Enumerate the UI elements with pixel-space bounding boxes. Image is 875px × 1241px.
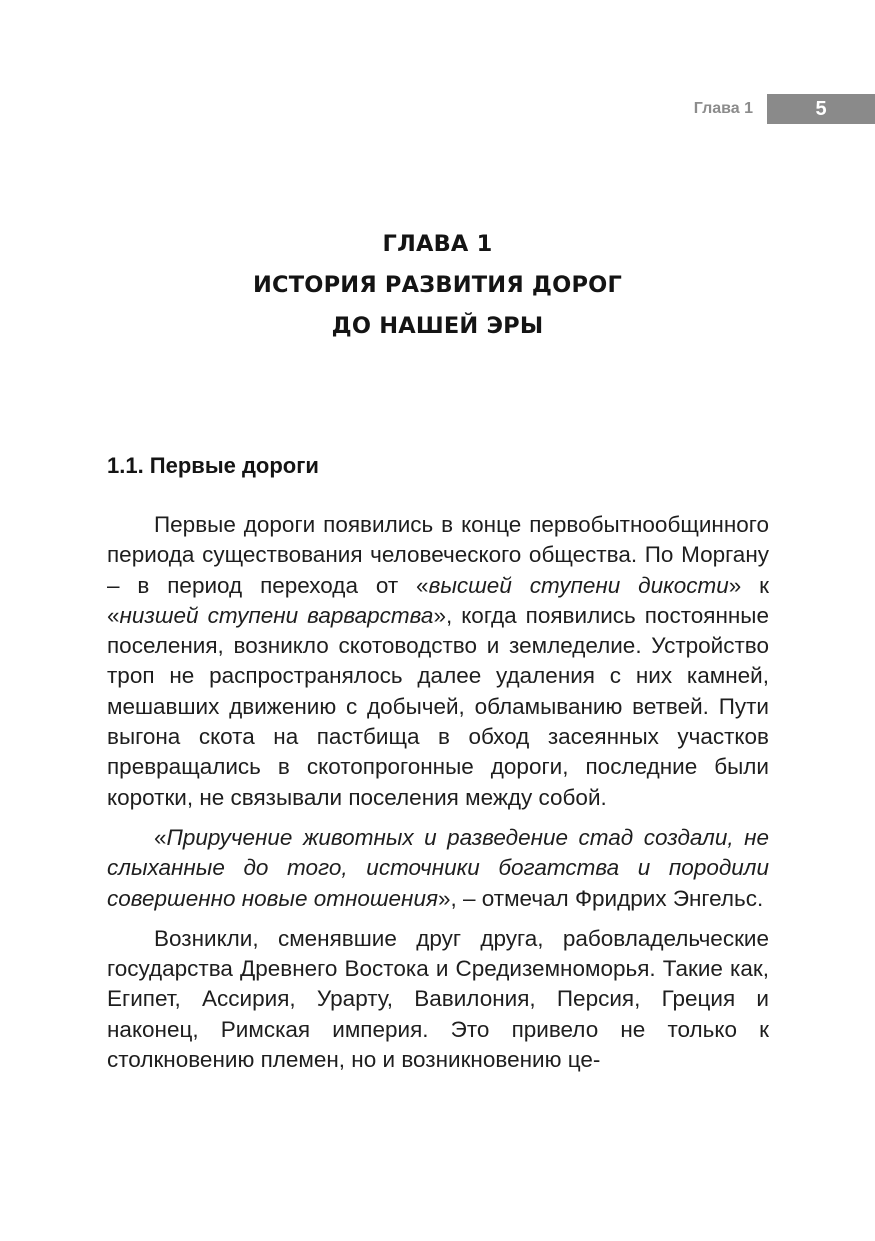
text-run: « (154, 824, 167, 850)
italic-term: высшей ступени дикости (428, 572, 729, 598)
chapter-heading (0, 224, 875, 347)
text-run: », – отмечал Фридрих Энгельс. (437, 885, 764, 911)
running-header (694, 94, 875, 124)
text-run: Возникли, сменявшие друг друга, рабовладельческие государства Древнего Востока и Средиземноморья. Такие как, Египет, Ассирия, Урарту, Вавилония, Персия, Греция и наконец, Римская империя. Это привело не только к столкновению племен, но и возникновению це- (107, 925, 769, 1073)
italic-quote: Приручение животных и разведение стад создали, не слыханные до того, источники богатства и породили совершенно новые отношения (107, 824, 769, 911)
body-text (107, 510, 769, 1085)
italic-term: низшей ступени варварства (119, 602, 434, 628)
paragraph-1 (107, 510, 769, 813)
chapter-title-line-1: ИСТОРИЯ РАЗВИТИЯ ДОРОГ (252, 272, 623, 298)
chapter-number: ГЛАВА 1 (382, 231, 493, 257)
paragraph-2-quote (107, 823, 769, 914)
running-title: Глава 1 (693, 100, 753, 117)
text-run: Первые дороги появились в конце первобытнообщинного периода существования человеческого общества. По Моргану – в период перехода от « (107, 512, 769, 598)
chapter-title-line-2: ДО НАШЕЙ ЭРЫ (331, 313, 544, 339)
section-heading: 1.1. Первые дороги (107, 453, 319, 478)
text-run: », когда появились постоянные поселения, возникло скотоводство и земледелие. Устройство троп не распространялось далее удаления с них камней, мешавших движению с добычей, обламыванию ветвей. Пути выгона скота на пастбища в обход засеянных участков превращались в скотопрогонные дороги, последние были коротки, не связывали поселения между собой. (107, 602, 769, 810)
page-number-box (767, 94, 875, 124)
page-number: 5 (815, 97, 827, 120)
paragraph-3 (107, 924, 769, 1075)
text-run: » к « (107, 572, 769, 628)
